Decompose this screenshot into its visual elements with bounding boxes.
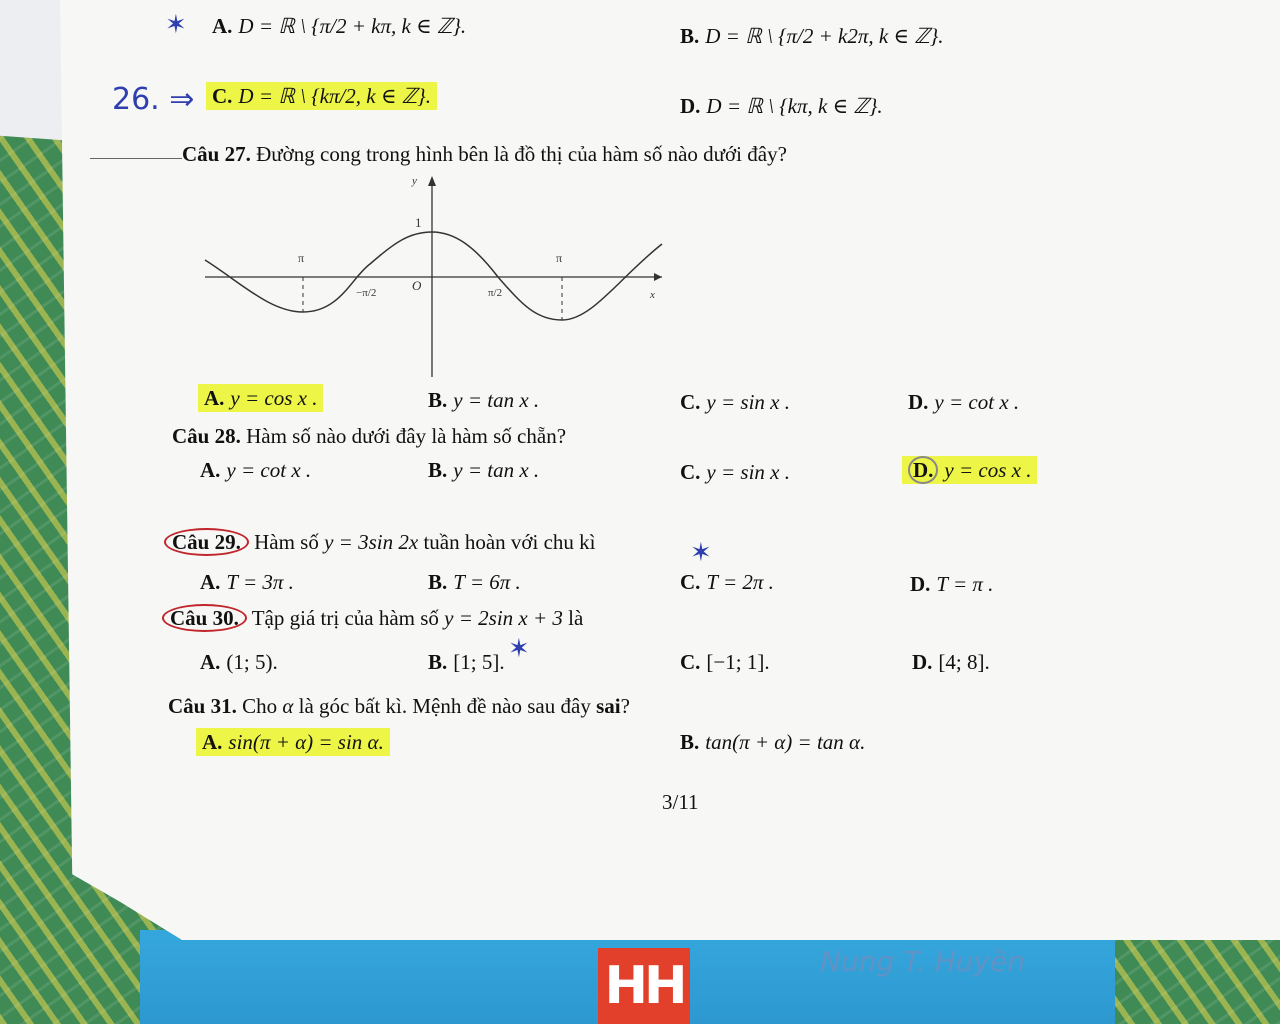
q29-option-c	[680, 570, 774, 595]
label-half-pi: π/2	[488, 287, 503, 299]
q29-option-a-expr: T = 3π .	[226, 570, 294, 594]
q29-option-d	[910, 572, 993, 597]
star-mark-30: ✶	[508, 634, 530, 664]
q29-text-post: tuần hoàn với chu kì	[423, 530, 596, 554]
q30-text-pre: Tập giá trị của hàm số	[251, 606, 439, 630]
q27-text: Đường cong trong hình bên là đồ thị của hàm số nào dưới đây?	[256, 142, 787, 166]
label-neg-half-pi: −π/2	[356, 287, 377, 299]
handwritten-26: 26. ⇒	[112, 82, 195, 117]
label-one: 1	[415, 215, 422, 230]
q29-option-b	[428, 570, 521, 595]
q28-title: Câu 28.	[172, 424, 241, 448]
x-axis-arrow	[654, 273, 662, 281]
q26-option-a-expr: D = ℝ \ {π/2 + kπ, k ∈ ℤ}.	[238, 14, 467, 38]
q29-expr: y = 3sin 2x	[324, 530, 419, 554]
q27-option-a-label: A.	[204, 386, 225, 410]
q29-option-d-expr: T = π .	[936, 572, 994, 596]
q29-stem	[164, 530, 596, 555]
q28-option-a-label: A.	[200, 458, 221, 482]
q29-option-b-label: B.	[428, 570, 448, 594]
q31-option-a-expr: sin(π + α) = sin α.	[228, 730, 384, 754]
q31-alpha: α	[282, 694, 294, 718]
q27-option-b-label: B.	[428, 388, 448, 412]
q30-title: Câu 30.	[162, 604, 247, 632]
q27-option-b	[428, 388, 539, 413]
q30-option-c-label: C.	[680, 650, 701, 674]
q30-option-c	[680, 650, 770, 675]
q28-option-c-label: C.	[680, 460, 701, 484]
book-logo: HH	[598, 948, 690, 1024]
q31-text-bold: sai	[596, 694, 621, 718]
divider	[90, 158, 182, 159]
q29-text-pre: Hàm số	[254, 530, 319, 554]
q28-option-d-expr: y = cos x .	[944, 458, 1032, 482]
q31-option-b-expr: tan(π + α) = tan α.	[705, 730, 866, 754]
q30-option-d-label: D.	[912, 650, 933, 674]
q27-option-d-expr: y = cot x .	[934, 390, 1020, 414]
q28-option-b	[428, 458, 539, 483]
q26-option-a-label: A.	[212, 14, 233, 38]
q31-option-a-label: A.	[202, 730, 223, 754]
y-axis-arrow	[428, 176, 436, 186]
q30-option-a-expr: (1; 5).	[226, 650, 278, 674]
page-number: 3/11	[662, 790, 699, 814]
book-signature: Nung T. Huyền	[820, 945, 1026, 978]
q30-option-c-expr: [−1; 1].	[706, 650, 770, 674]
q29-option-c-expr: T = 2π .	[706, 570, 774, 594]
q28-option-c-expr: y = sin x .	[706, 460, 790, 484]
q27-option-a	[198, 386, 323, 411]
q26-option-c	[206, 84, 437, 109]
q30-option-d-expr: [4; 8].	[938, 650, 990, 674]
x-label: x	[650, 289, 655, 301]
q30-option-b-expr: [1; 5].	[453, 650, 505, 674]
q27-option-c	[680, 390, 790, 415]
q27-option-c-label: C.	[680, 390, 701, 414]
q29-option-d-label: D.	[910, 572, 931, 596]
q30-option-a-label: A.	[200, 650, 221, 674]
q27-option-b-expr: y = tan x .	[453, 388, 540, 412]
q26-option-b	[680, 24, 943, 49]
q28-option-b-expr: y = tan x .	[453, 458, 540, 482]
q28-option-a	[200, 458, 311, 483]
q30-option-b	[428, 650, 505, 675]
q28-option-d-label: D.	[908, 456, 938, 484]
q28-stem	[172, 424, 566, 449]
q28-text: Hàm số nào dưới đây là hàm số chẵn?	[246, 424, 567, 448]
q29-option-c-label: C.	[680, 570, 701, 594]
label-pi-right: π	[556, 251, 563, 265]
q26-option-c-expr: D = ℝ \ {kπ/2, k ∈ ℤ}.	[238, 84, 431, 108]
cos-curve	[205, 232, 662, 320]
q29-option-b-expr: T = 6π .	[453, 570, 521, 594]
q26-option-b-expr: D = ℝ \ {π/2 + k2π, k ∈ ℤ}.	[705, 24, 944, 48]
q31-option-b	[680, 730, 865, 755]
q31-option-a	[196, 730, 390, 755]
q29-title: Câu 29.	[164, 528, 249, 556]
q31-title: Câu 31.	[168, 694, 237, 718]
q26-option-d-expr: D = ℝ \ {kπ, k ∈ ℤ}.	[706, 94, 883, 118]
q31-text-pre: Cho	[242, 694, 278, 718]
q30-stem	[162, 606, 583, 631]
q31-option-b-label: B.	[680, 730, 700, 754]
q28-option-d	[902, 458, 1037, 483]
q26-option-b-label: B.	[680, 24, 700, 48]
q31-text-mid: là góc bất kì. Mệnh đề nào sau đây	[298, 694, 591, 718]
q31-text-end: ?	[620, 694, 630, 718]
q31-stem	[168, 694, 630, 719]
q26-option-a	[212, 14, 466, 39]
star-mark-29: ✶	[690, 538, 712, 568]
q26-option-d	[680, 94, 883, 119]
q28-option-b-label: B.	[428, 458, 448, 482]
q27-title: Câu 27.	[182, 142, 251, 166]
q30-text-post: là	[568, 606, 584, 630]
star-mark-26: ✶	[165, 10, 187, 40]
q28-option-c	[680, 460, 790, 485]
q27-option-a-expr: y = cos x .	[230, 386, 318, 410]
q26-option-d-label: D.	[680, 94, 701, 118]
q30-option-b-label: B.	[428, 650, 448, 674]
label-pi-left: π	[298, 251, 305, 265]
q30-expr: y = 2sin x + 3	[444, 606, 563, 630]
q27-option-d	[908, 390, 1019, 415]
q28-option-a-expr: y = cot x .	[226, 458, 312, 482]
q26-option-c-label: C.	[212, 84, 233, 108]
y-label: y	[412, 175, 417, 187]
q30-option-a	[200, 650, 278, 675]
label-origin: O	[412, 278, 422, 293]
cosine-graph	[200, 172, 670, 382]
q29-option-a	[200, 570, 294, 595]
q27-stem	[182, 142, 787, 167]
q27-option-c-expr: y = sin x .	[706, 390, 790, 414]
q29-option-a-label: A.	[200, 570, 221, 594]
q30-option-d	[912, 650, 990, 675]
q27-option-d-label: D.	[908, 390, 929, 414]
